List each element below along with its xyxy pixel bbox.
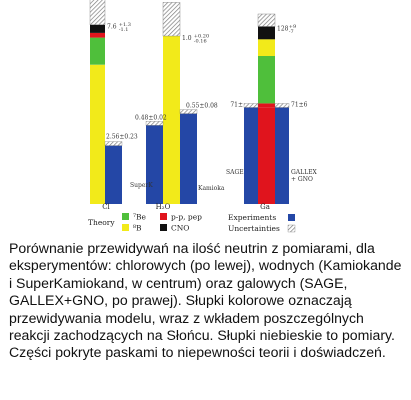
experiment-name-label: Kamioka <box>198 185 225 192</box>
experiment-bar-H2O-1 <box>180 112 197 204</box>
group-label-Cl: Cl <box>102 203 110 211</box>
theory-uncertainty-Ga <box>258 14 275 27</box>
legend-label-B8: ⁸B <box>133 223 142 233</box>
legend-swatch-pp <box>160 213 167 220</box>
legend-uncertainties-label: Uncertainties <box>228 224 280 233</box>
theory-error-plus: +1.3 <box>118 22 131 29</box>
legend-label-CNO: CNO <box>171 223 190 233</box>
theory-value-label: 128 <box>277 25 289 33</box>
theory-value-label: 7.6 <box>107 23 117 31</box>
legend-label-pp: p-p, pep <box>171 212 202 222</box>
legend-swatch-Be7 <box>122 213 129 220</box>
theory-error-minus: -0.16 <box>193 38 207 45</box>
figure-caption: Porównanie przewidywań na ilość neutrin z pomiarami, dla eksperymentów: chlorowych (po lewej), wodnych (Kamiokande i SuperKamiokand, w centrum) oraz galowych (SAGE, GALLEX+GNO, po prawej). Słupki kolorowe oznaczają przewidywania modelu, wraz z wkładem poszczególnych reakcji zachodzących na Słońcu. Słupki niebieskie to pomiary. Części pokryte paskami to niepewności teorii i doświadczeń. <box>9 240 402 361</box>
experiment-uncertainty <box>105 142 122 146</box>
experiment-value-label: 0.55±0.08 <box>186 102 218 110</box>
theory-value-label: 1.0 <box>182 35 192 42</box>
theory-error-minus: -1.1 <box>118 27 129 34</box>
legend-swatch-CNO <box>160 224 167 231</box>
group-label-H2O: H₂O <box>155 203 171 211</box>
chart-legend <box>88 213 295 234</box>
experiment-bar-Ga-0 <box>244 106 258 205</box>
experiment-bar-Ga-1 <box>275 106 289 205</box>
experiment-name-label: SuperK <box>130 182 153 189</box>
legend-swatch-experiments <box>288 214 295 221</box>
legend-swatch-B8 <box>122 224 129 231</box>
theory-bar-Ga-pp <box>258 107 275 204</box>
theory-error-minus: -7 <box>288 28 294 35</box>
experiment-uncertainty <box>180 110 197 114</box>
experiment-bar-H2O-0 <box>146 123 163 204</box>
legend-experiments-label: Experiments <box>228 213 277 222</box>
theory-bar-Cl-pep <box>90 33 105 38</box>
theory-bar-Cl-Be7 <box>90 38 105 65</box>
theory-bar-Ga-CNO <box>258 27 275 40</box>
experiment-value-label: 71±6 <box>291 101 308 109</box>
experiment-uncertainty <box>275 104 289 108</box>
theory-bar-Ga-pep <box>258 103 275 107</box>
legend-swatch-uncertainties <box>288 225 295 232</box>
theory-error-plus: +9 <box>288 23 297 30</box>
legend-label-Be7: ⁷Be <box>133 212 146 222</box>
theory-uncertainty-H2O <box>163 2 180 36</box>
legend-theory-title: Theory <box>88 218 115 227</box>
experiment-name-label: GALLEX <box>291 169 317 176</box>
experiment-name-label: SAGE <box>226 169 244 176</box>
theory-error-plus: +0.20 <box>193 33 210 40</box>
theory-bar-Ga-B8 <box>258 39 275 56</box>
experiment-uncertainty <box>244 104 258 108</box>
experiment-bar-Cl-0 <box>105 144 122 204</box>
experiment-value-label: 2.56±0.23 <box>106 133 138 141</box>
theory-bar-Ga-Be7 <box>258 56 275 103</box>
experiment-value-label: 71± <box>230 101 243 109</box>
theory-bar-Cl-CNO <box>90 25 105 33</box>
experiment-value-label: 0.48±0.02 <box>135 114 167 122</box>
group-label-Ga: Ga <box>260 203 270 211</box>
theory-uncertainty-Cl <box>90 0 105 25</box>
experiment-uncertainty <box>146 121 163 125</box>
experiment-name-label: + GNO <box>291 176 313 183</box>
theory-bar-Cl-B8 <box>90 65 105 204</box>
